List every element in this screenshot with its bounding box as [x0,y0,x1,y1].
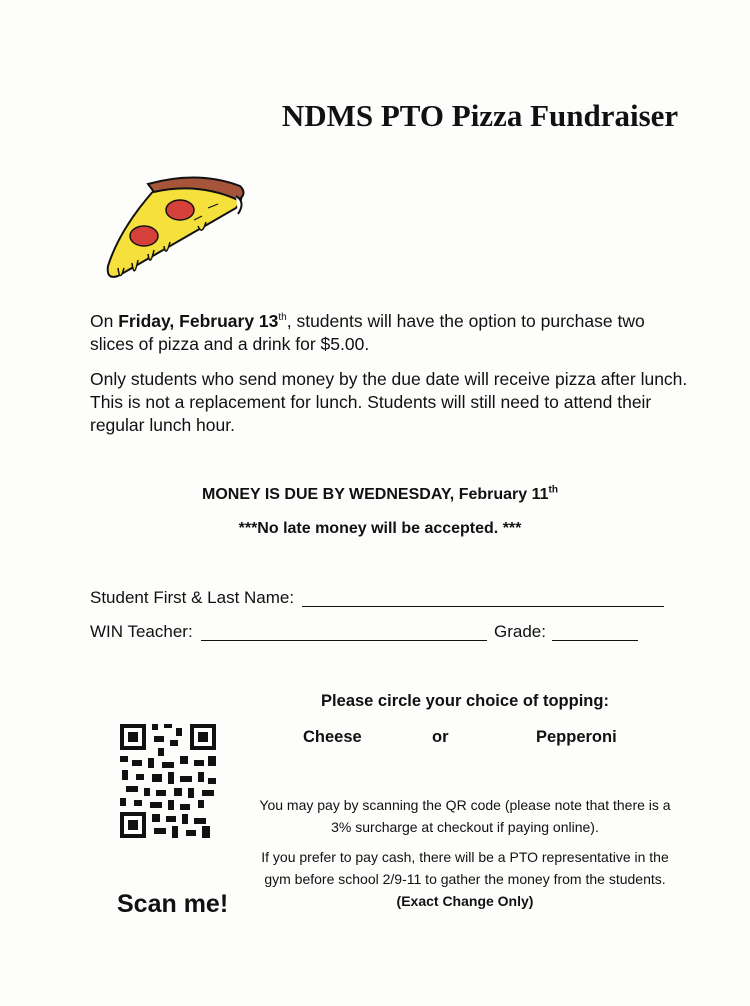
topping-cheese[interactable]: Cheese [303,728,362,746]
qr-code-icon[interactable] [118,722,218,842]
qr-caption: Scan me! [117,890,229,918]
cash-payment-note: If you prefer to pay cash, there will be a PTO representative in the gym before school 2/9-11 to gather the money from the students. (Exact Change Only) [261,849,669,909]
student-name-field[interactable] [302,606,664,607]
grade-field[interactable] [552,640,638,641]
online-payment-note: You may pay by scanning the QR code (please note that there is a 3% surcharge at checkout if paying online). [259,797,671,835]
eligibility-note: Only students who send money by the due date will receive pizza after lunch. This is not a replacement for lunch. Students will still need to attend their regular lunch hour. [90,369,688,435]
topping-prompt: Please circle your choice of topping: [321,692,609,710]
win-teacher-label: WIN Teacher: [90,622,193,641]
due-date-notice: MONEY IS DUE BY WEDNESDAY, February 11th [202,484,558,503]
event-description: On Friday, February 13th, students will have the option to purchase two slices of pizza and a drink for $5.00. [90,311,645,354]
flyer-title: NDMS PTO Pizza Fundraiser [281,98,679,133]
topping-pepperoni[interactable]: Pepperoni [536,728,617,746]
topping-or: or [432,728,449,746]
win-teacher-field[interactable] [201,640,487,641]
pizza-slice-icon [98,168,248,288]
student-name-label: Student First & Last Name: [90,588,295,607]
grade-label: Grade: [494,622,546,641]
late-money-warning: ***No late money will be accepted. *** [238,520,522,537]
